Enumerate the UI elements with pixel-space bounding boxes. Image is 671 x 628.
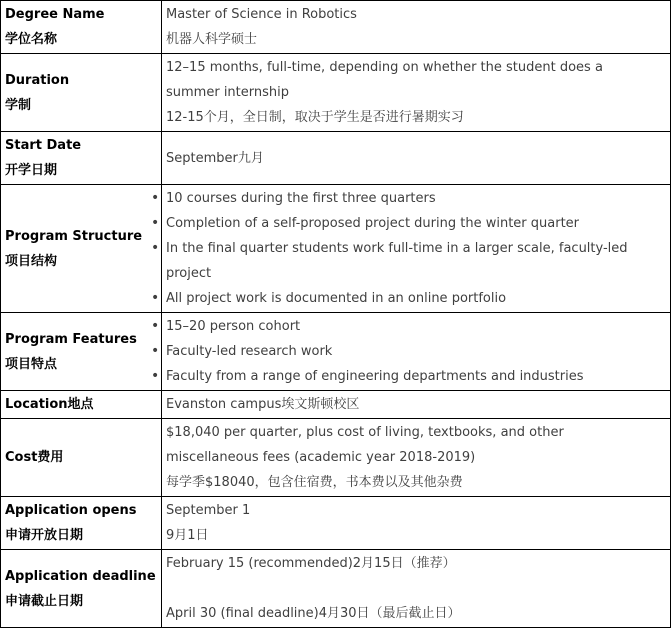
row-label-location bbox=[1, 391, 162, 419]
bullet-item: • Completion of a self-proposed project during the winter quarter bbox=[166, 211, 658, 236]
value-line: Master of Science in Robotics bbox=[166, 7, 357, 22]
row-label-start-date bbox=[1, 132, 162, 185]
value-line: 每学季$18040，包含住宿费，书本费以及其他杂费 bbox=[166, 475, 463, 490]
row-value-application-deadline bbox=[162, 550, 671, 628]
row-value-cost bbox=[162, 419, 671, 497]
table-row-degree-name bbox=[1, 1, 671, 54]
table-row-duration bbox=[1, 54, 671, 132]
value-line: 12–15 months, full-time, depending on whether the student does a summer internship bbox=[166, 60, 603, 100]
table-row-program-features bbox=[1, 313, 671, 391]
table-row-start-date bbox=[1, 132, 671, 185]
bullet-item: • Faculty from a range of engineering departments and industries bbox=[166, 364, 658, 389]
label-line: Location地点 bbox=[5, 397, 94, 412]
table-row-program-structure bbox=[1, 185, 671, 313]
row-value-program-structure bbox=[162, 185, 671, 313]
value-line: Evanston campus埃文斯顿校区 bbox=[166, 397, 360, 412]
label-line: 项目结构 bbox=[5, 253, 58, 269]
row-value-location bbox=[162, 391, 671, 419]
label-line: 学制 bbox=[5, 97, 32, 113]
bullet-item: • In the final quarter students work full-time in a larger scale, faculty-led project bbox=[166, 236, 658, 286]
value-line: 机器人科学硕士 bbox=[166, 32, 258, 47]
row-label-duration bbox=[1, 54, 162, 132]
table-row-application-deadline bbox=[1, 550, 671, 628]
row-value-application-opens bbox=[162, 497, 671, 550]
label-line: 开学日期 bbox=[5, 163, 58, 178]
label-line: Duration bbox=[5, 72, 70, 88]
value-line: 9月1日 bbox=[166, 528, 209, 543]
value-line: $18,040 per quarter, plus cost of living, textbooks, and other miscellaneous fees (academic year 2018-2019) bbox=[166, 425, 564, 465]
row-label-program-features bbox=[1, 313, 162, 391]
row-value-duration bbox=[162, 54, 671, 132]
value-line: September 1 bbox=[166, 503, 251, 518]
table-row-cost bbox=[1, 419, 671, 497]
value-line bbox=[166, 576, 658, 601]
bullet-item: • 15–20 person cohort bbox=[166, 314, 658, 339]
label-line: 申请截止日期 bbox=[5, 593, 84, 609]
value-line: April 30 (final deadline)4月30日（最后截止日） bbox=[166, 606, 461, 621]
row-label-degree-name bbox=[1, 1, 162, 54]
label-line: 学位名称 bbox=[5, 32, 58, 47]
value-line: 12-15个月，全日制，取决于学生是否进行暑期实习 bbox=[166, 110, 464, 125]
value-line: September九月 bbox=[166, 150, 264, 166]
label-line: Program Structure bbox=[5, 228, 143, 244]
row-value-program-features bbox=[162, 313, 671, 391]
table-row-location bbox=[1, 391, 671, 419]
row-value-degree-name bbox=[162, 1, 671, 54]
bullet-item: • All project work is documented in an online portfolio bbox=[166, 286, 658, 311]
label-line: Application deadline bbox=[5, 568, 156, 584]
row-label-program-structure bbox=[1, 185, 162, 313]
label-line: Application opens bbox=[5, 503, 137, 518]
label-line: Degree Name bbox=[5, 7, 105, 22]
label-line: Program Features bbox=[5, 331, 137, 347]
value-line: February 15 (recommended)2月15日（推荐） bbox=[166, 556, 456, 571]
label-line: 项目特点 bbox=[5, 356, 58, 372]
row-value-start-date bbox=[162, 132, 671, 185]
row-label-application-opens bbox=[1, 497, 162, 550]
bullet-item: • Faculty-led research work bbox=[166, 339, 658, 364]
label-line: Cost费用 bbox=[5, 450, 64, 465]
bullet-list bbox=[166, 314, 666, 389]
label-line: 申请开放日期 bbox=[5, 528, 84, 543]
bullet-item: • 10 courses during the first three quarters bbox=[166, 186, 658, 211]
bullet-list bbox=[166, 186, 666, 311]
row-label-application-deadline bbox=[1, 550, 162, 628]
program-info-table-body bbox=[1, 1, 671, 628]
row-label-cost bbox=[1, 419, 162, 497]
table-row-application-opens bbox=[1, 497, 671, 550]
label-line: Start Date bbox=[5, 138, 82, 153]
